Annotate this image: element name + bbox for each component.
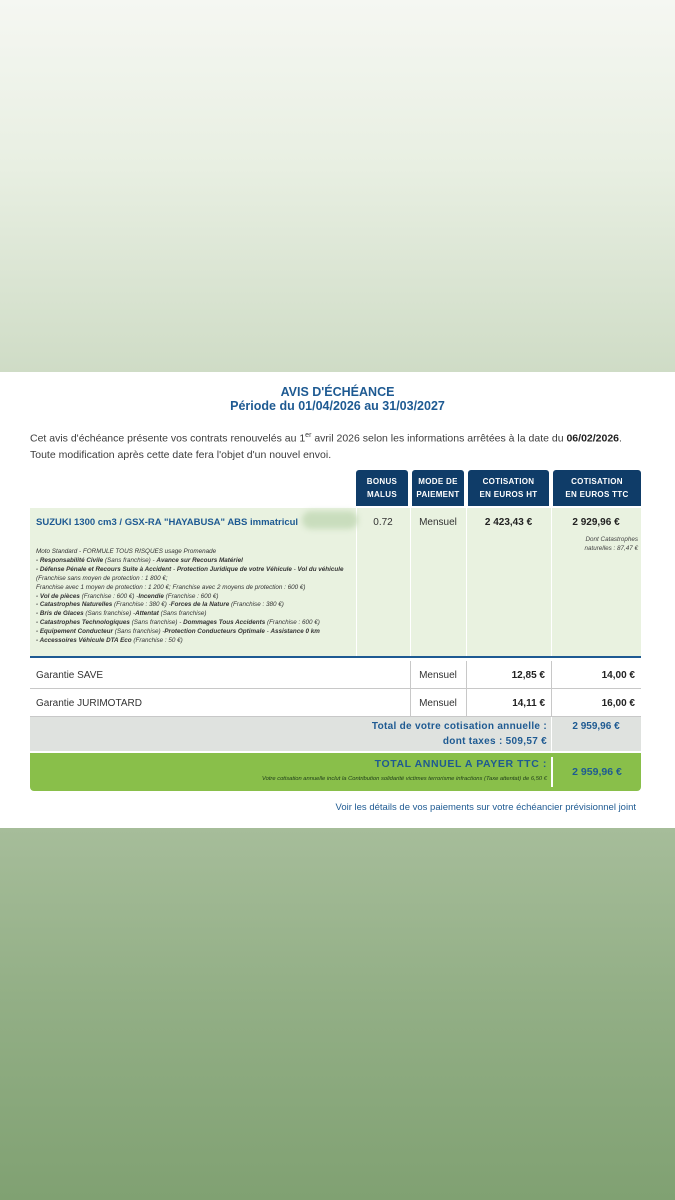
guarantee-line: - Bris de Glaces (Sans franchise) -Attentat (Sans franchise)	[36, 610, 207, 618]
background-bottom	[0, 828, 675, 1200]
guarantee-line: - Vol de pièces (Franchise : 600 €) -Incendie (Franchise : 600 €)	[36, 592, 219, 600]
column-divider	[551, 508, 552, 656]
header-line: COTISATION	[482, 477, 535, 486]
total-to-pay-row	[30, 753, 641, 791]
column-header-ht	[468, 470, 549, 506]
amount-ht-value: 2 423,43 €	[484, 517, 533, 528]
row-ht: 14,11 €	[512, 698, 545, 709]
vehicle-title: SUZUKI 1300 cm3 / GSX-RA "HAYABUSA" ABS immatricul	[36, 517, 299, 528]
catastrophes-note	[552, 535, 638, 553]
header-line: COTISATION	[571, 477, 623, 486]
column-divider	[356, 508, 357, 656]
column-header-bonus	[356, 470, 408, 506]
annual-total-row	[30, 717, 641, 751]
guarantee-line: - Equipement Conducteur (Sans franchise) -Protection Conducteurs Optimale - Assistance 0 km	[36, 628, 320, 636]
page-title: AVIS D'ÉCHÉANCE	[280, 385, 395, 399]
intro-paragraph	[30, 428, 646, 463]
header-line: EN EUROS TTC	[565, 490, 629, 499]
row-mode: Mensuel	[419, 698, 457, 709]
guarantee-line: - Responsabilité Civile (Sans franchise) - Avance sur Recours Matériel	[36, 556, 243, 564]
guarantee-line: - Accessoires Véhicule DTA Eco (Franchise : 50 €)	[36, 637, 183, 645]
taxes-label: dont taxes : 509,57 €	[442, 736, 547, 747]
header-line: BONUS	[366, 477, 398, 486]
row-label: Garantie JURIMOTARD	[36, 698, 142, 709]
row-mode: Mensuel	[419, 670, 457, 681]
terrorism-tax-note: Votre cotisation annuelle inclut la Contribution solidarité victimes terrorisme infractions (Taxe attentat) de 6,50 €	[261, 776, 547, 782]
formula-line: Moto Standard - FORMULE TOUS RISQUES usage Promenade	[36, 548, 217, 555]
period-subtitle: Période du 01/04/2026 au 31/03/2027	[230, 399, 445, 413]
row-ttc: 16,00 €	[601, 698, 635, 709]
header-line: EN EUROS HT	[479, 490, 538, 499]
intro-text-3: . Toute modification après cette date fera l'objet d'un nouvel envoi.	[30, 432, 622, 461]
column-divider	[466, 508, 467, 656]
guarantee-line: Franchise avec 1 moyen de protection : 1 200 €; Franchise avec 2 moyens de protection : 600 €)	[36, 583, 306, 591]
total-to-pay-value: 2 959,96 €	[551, 757, 641, 787]
bonus-malus-value: 0.72	[373, 517, 393, 528]
guarantee-line: - Catastrophes Technologiques (Sans franchise) - Dommages Tous Accidents (Franchise : 600 €)	[36, 619, 320, 627]
payment-mode-value: Mensuel	[419, 517, 457, 528]
column-header-ttc	[553, 470, 641, 506]
row-ht: 12,85 €	[511, 670, 545, 681]
guarantees-list	[36, 548, 354, 646]
intro-text: Cet avis d'échéance présente vos contrats renouvelés au 1	[30, 432, 306, 445]
vehicle-contract-row	[30, 508, 641, 658]
document-page	[0, 372, 675, 828]
column-divider	[410, 508, 411, 656]
intro-sup: er	[305, 432, 312, 439]
intro-text-2: avril 2026 selon les informations arrêtées à la date du	[311, 432, 567, 445]
intro-date: 06/02/2026	[566, 432, 620, 445]
header-line: PAIEMENT	[416, 490, 460, 499]
header-line: MALUS	[367, 490, 397, 499]
guarantee-line: - Défense Pénale et Recours Suite à Accident - Protection Juridique de votre Véhicule - Vol du véhicule (Franchise sans moyen de protection : 1 800 €;	[36, 565, 344, 582]
header-line: MODE DE	[418, 477, 458, 486]
row-ttc: 14,00 €	[601, 670, 635, 681]
row-label: Garantie SAVE	[36, 670, 104, 681]
payment-schedule-link[interactable]: Voir les détails de vos paiements sur votre échéancier prévisionnel joint	[335, 802, 636, 813]
total-to-pay-label: TOTAL ANNUEL A PAYER TTC :	[374, 758, 547, 770]
table-row	[30, 689, 641, 717]
amount-ttc-value: 2 929,96 €	[572, 517, 620, 528]
annual-total-value: 2 959,96 €	[572, 721, 620, 732]
redacted-plate	[302, 511, 358, 529]
background-top	[0, 0, 675, 372]
table-row	[30, 661, 641, 689]
note-line: Dont Catastrophes	[585, 536, 638, 543]
column-header-mode	[412, 470, 464, 506]
note-line: naturelles : 87,47 €	[584, 545, 638, 552]
annual-total-label: Total de votre cotisation annuelle :	[371, 721, 547, 732]
guarantee-line: - Catastrophes Naturelles (Franchise : 380 €) -Forces de la Nature (Franchise : 380 €)	[36, 601, 284, 609]
